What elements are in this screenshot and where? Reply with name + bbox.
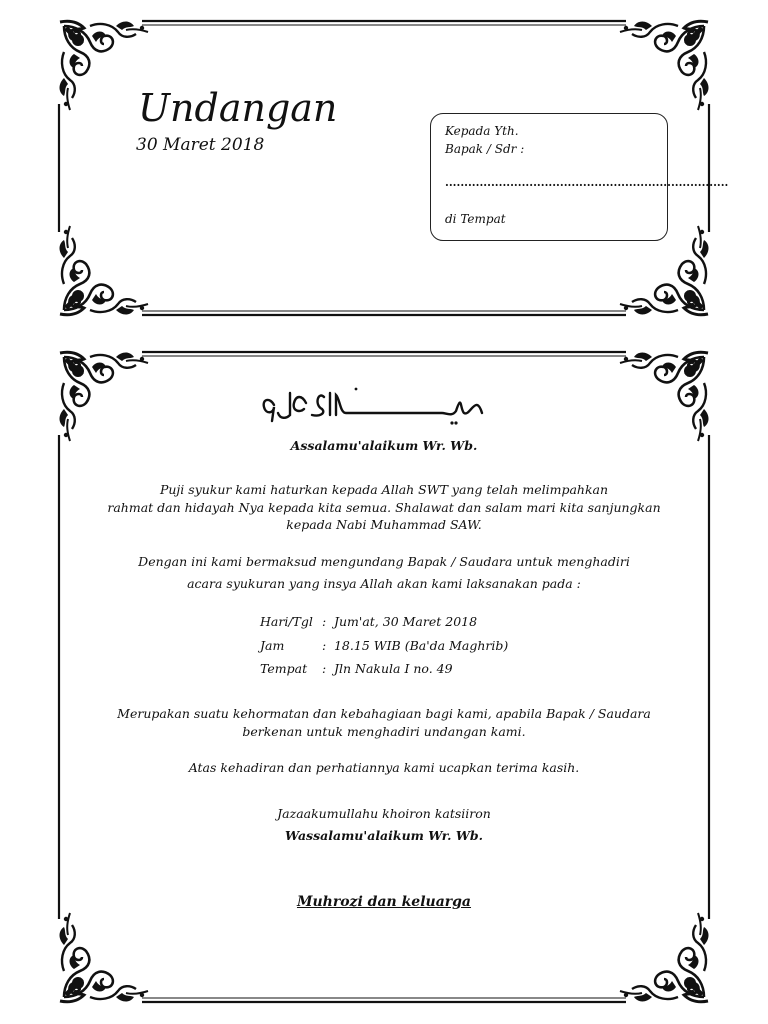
thanks-line: Atas kehadiran dan perhatiannya kami ucapkan terima kasih. (188, 760, 580, 775)
detail-row-date (260, 614, 477, 629)
paragraph-3-line-1: Merupakan suatu kehormatan dan kebahagiaan bagi kami, apabila Bapak / Saudara (117, 706, 651, 721)
corner-ornament-icon (60, 226, 149, 315)
detail-separator: : (322, 614, 327, 629)
corner-ornament-icon (60, 21, 149, 110)
detail-value: Jum'at, 30 Maret 2018 (333, 614, 478, 629)
detail-separator: : (322, 638, 327, 653)
detail-label: Jam (260, 638, 285, 653)
corner-ornament-icon (620, 913, 709, 1002)
detail-separator: : (322, 661, 327, 676)
detail-row-place (260, 661, 453, 676)
closing-line-1: Jazaakumullahu khoiron katsiiron (277, 806, 491, 821)
signature-wrapper (56, 894, 712, 910)
recipient-line-2: Bapak / Sdr : (445, 142, 525, 156)
invitation-title: Undangan (138, 86, 338, 130)
recipient-line-4: di Tempat (445, 212, 506, 226)
paragraph-2-line-1: Dengan ini kami bermaksud mengundang Bapak / Saudara untuk menghadiri (138, 554, 630, 569)
corner-ornament-icon (620, 352, 709, 441)
recipient-line-1: Kepada Yth. (445, 124, 519, 138)
paragraph-1-line-3: kepada Nabi Muhammad SAW. (286, 517, 482, 532)
paragraph-3-line-2: berkenan untuk menghadiri undangan kami. (242, 724, 526, 739)
signature: Muhrozi dan keluarga (296, 894, 472, 910)
corner-ornament-icon (60, 913, 149, 1002)
paragraph-1-line-2: rahmat dan hidayah Nya kepada kita semua. Shalawat dan salam mari kita sanjungkan (107, 500, 661, 515)
corner-ornament-icon (60, 352, 149, 441)
recipient-blank-line: .......................................................................... (445, 176, 729, 189)
recipient-box (430, 113, 729, 241)
detail-label: Hari/Tgl (260, 614, 313, 629)
detail-value: 18.15 WIB (Ba'da Maghrib) (333, 638, 509, 653)
detail-value: Jln Nakula I no. 49 (333, 661, 453, 676)
letter-card (56, 349, 712, 1005)
detail-label: Tempat (260, 661, 308, 676)
closing-line-2: Wassalamu'alaikum Wr. Wb. (285, 828, 483, 843)
paragraph-2-line-2: acara syukuran yang insya Allah akan kami laksanakan pada : (187, 576, 581, 591)
detail-row-time (260, 638, 508, 653)
corner-ornament-icon (620, 21, 709, 110)
envelope-card (56, 18, 729, 318)
invitation-date: 30 Maret 2018 (136, 135, 265, 155)
greeting: Assalamu'alaikum Wr. Wb. (290, 438, 478, 453)
basmalah-calligraphy (256, 383, 486, 427)
paragraph-1-line-1: Puji syukur kami haturkan kepada Allah SWT yang telah melimpahkan (159, 482, 609, 497)
